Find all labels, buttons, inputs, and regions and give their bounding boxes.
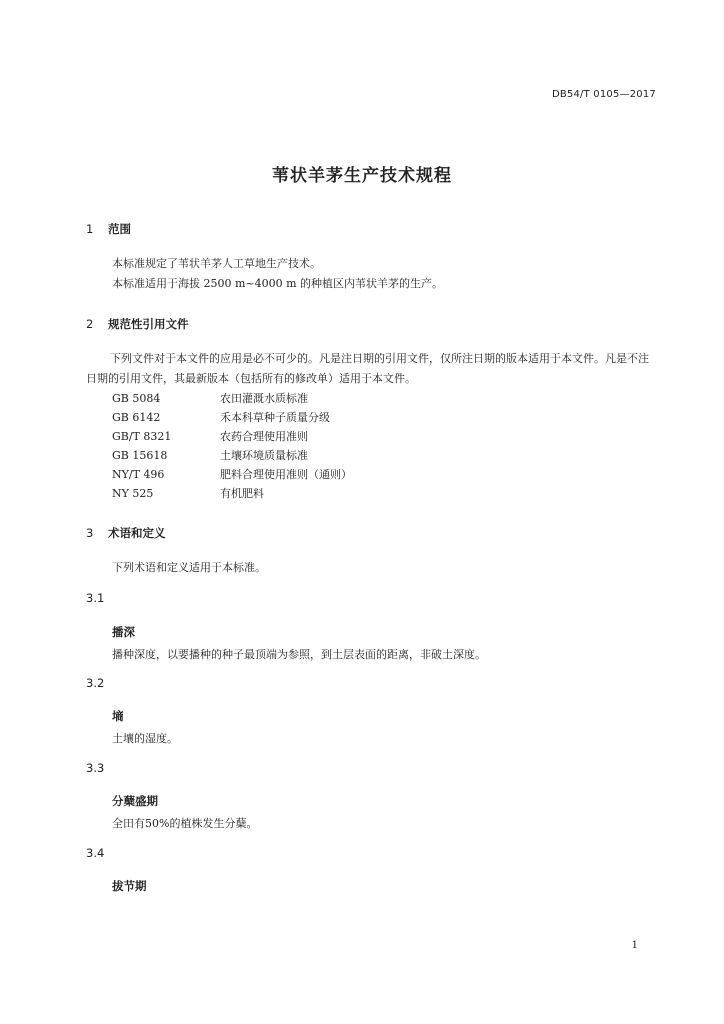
term-name: 拔节期 <box>112 879 147 893</box>
term-number: 3.4 <box>86 846 105 860</box>
reference-code: NY/T 496 <box>112 468 165 481</box>
term-definition: 全田有50%的植株发生分蘖。 <box>112 817 258 830</box>
section-title: 术语和定义 <box>108 526 166 540</box>
section-heading-normative <box>86 316 189 332</box>
reference-name: 农药合理使用准则 <box>220 430 308 443</box>
reference-row <box>112 446 308 466</box>
reference-row <box>112 408 330 428</box>
reference-name: 有机肥料 <box>220 487 264 500</box>
page-number: 1 <box>631 940 638 951</box>
section-number: 3 <box>86 526 94 540</box>
section-heading-scope <box>86 221 131 237</box>
term-number: 3.3 <box>86 761 105 775</box>
reference-name: 肥料合理使用准则（通则） <box>220 468 352 481</box>
reference-row <box>112 389 308 409</box>
scope-line-2: 本标准适用于海拔 2500 m~4000 m 的种植区内苇状羊茅的生产。 <box>112 277 444 290</box>
reference-row <box>112 465 352 485</box>
section-number: 2 <box>86 317 94 331</box>
reference-name: 农田灌溉水质标准 <box>220 392 308 405</box>
term-definition: 土壤的湿度。 <box>112 732 178 745</box>
term-number: 3.2 <box>86 676 105 690</box>
document-code: DB54/T 0105—2017 <box>551 89 656 100</box>
term-name: 播深 <box>112 625 135 639</box>
term-definition: 播种深度，以要播种的种子最顶端为参照，到土层表面的距离，非破土深度。 <box>112 648 486 661</box>
reference-code: GB 5084 <box>112 392 161 405</box>
term-name: 墒 <box>112 709 124 723</box>
section-title: 范围 <box>108 222 131 236</box>
reference-name: 土壤环境质量标准 <box>220 449 308 462</box>
term-number: 3.1 <box>86 591 105 605</box>
scope-line-1: 本标准规定了苇状羊茅人工草地生产技术。 <box>112 257 321 270</box>
reference-row <box>112 484 264 504</box>
reference-code: GB/T 8321 <box>112 430 172 443</box>
normative-intro: 下列文件对于本文件的应用是必不可少的。凡是注日期的引用文件，仅所注日期的版本适用于本文件。凡是不注日期的引用文件，其最新版本（包括所有的修改单）适用于本文件。 <box>86 352 649 385</box>
term-name: 分蘖盛期 <box>112 794 158 808</box>
section-title: 规范性引用文件 <box>108 317 189 331</box>
section-number: 1 <box>86 222 94 236</box>
reference-row <box>112 427 308 447</box>
terms-intro: 下列术语和定义适用于本标准。 <box>112 561 266 574</box>
reference-name: 禾本科草种子质量分级 <box>220 411 330 424</box>
reference-code: GB 6142 <box>112 411 161 424</box>
reference-code: GB 15618 <box>112 449 168 462</box>
reference-code: NY 525 <box>112 487 154 500</box>
document-title: 苇状羊茅生产技术规程 <box>272 166 452 186</box>
section-heading-terms <box>86 525 166 541</box>
